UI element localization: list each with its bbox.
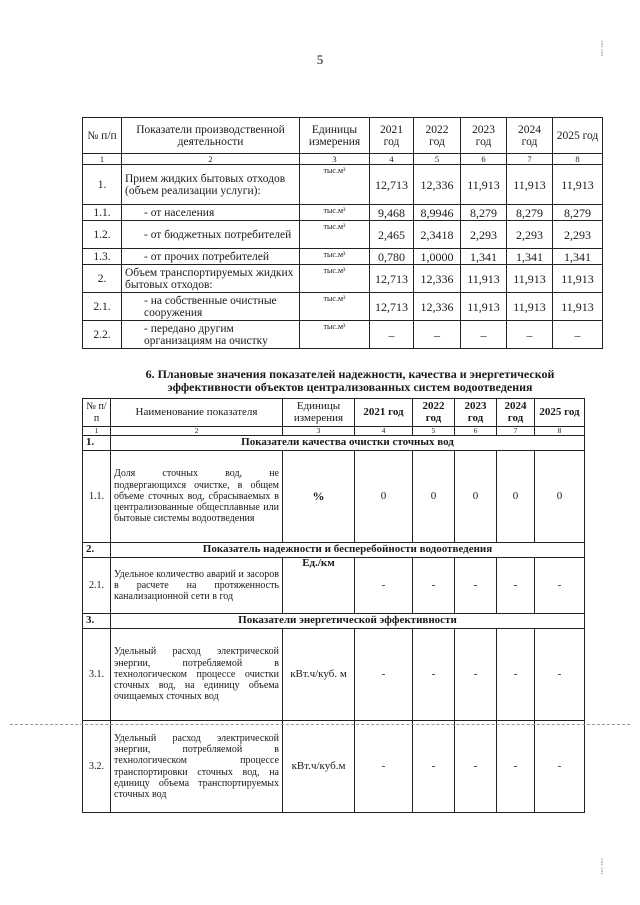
index-row — [83, 154, 603, 165]
value-cell: - — [455, 629, 497, 721]
production-indicators-table — [82, 117, 603, 349]
index-cell: 1 — [83, 154, 122, 165]
index-cell: 3 — [283, 427, 355, 436]
row-number: 2.2. — [83, 321, 122, 349]
row-number: 2.1. — [83, 558, 111, 614]
row-unit: тыс.м³ — [300, 265, 370, 293]
col-header: № п/п — [83, 118, 122, 154]
col-header: 2021 год — [355, 399, 413, 427]
table-row — [83, 451, 585, 543]
value-cell: – — [507, 321, 553, 349]
index-cell: 8 — [535, 427, 585, 436]
col-header: 2021 год — [370, 118, 414, 154]
table-row — [83, 165, 603, 205]
value-cell: 0 — [455, 451, 497, 543]
value-cell: - — [413, 629, 455, 721]
row-unit: Ед./км — [283, 558, 355, 614]
row-unit: тыс.м³ — [300, 249, 370, 265]
index-cell: 2 — [122, 154, 300, 165]
value-cell: 11,913 — [507, 165, 553, 205]
value-cell: 12,713 — [370, 265, 414, 293]
value-cell: 2,3418 — [414, 221, 461, 249]
value-cell: 11,913 — [553, 265, 603, 293]
value-cell: 1,341 — [507, 249, 553, 265]
col-header: Единицы измерения — [283, 399, 355, 427]
scan-fold-line — [10, 724, 630, 725]
section-number: 3. — [83, 614, 111, 629]
section-row — [83, 436, 585, 451]
col-header: 2022 год — [413, 399, 455, 427]
row-number: 1.2. — [83, 221, 122, 249]
row-unit: тыс.м³ — [300, 221, 370, 249]
row-name: Доля сточных вод, не подвергающихся очистке, в общем объеме сточных вод, сбрасываемых в централизованные общесплавные или бытовые системы водоотведения — [111, 451, 283, 543]
value-cell: - — [497, 629, 535, 721]
col-header: № п/п — [83, 399, 111, 427]
table-row — [83, 321, 603, 349]
row-unit: % — [283, 451, 355, 543]
value-cell: 1,341 — [461, 249, 507, 265]
value-cell: 8,279 — [553, 205, 603, 221]
col-header: 2025 год — [535, 399, 585, 427]
col-header: Единицы измерения — [300, 118, 370, 154]
value-cell: 0 — [413, 451, 455, 543]
value-cell: - — [413, 721, 455, 813]
index-cell: 8 — [553, 154, 603, 165]
value-cell: 11,913 — [507, 293, 553, 321]
value-cell: - — [355, 629, 413, 721]
row-unit: кВт.ч/куб.м — [283, 721, 355, 813]
row-unit: тыс.м³ — [300, 205, 370, 221]
value-cell: 2,293 — [461, 221, 507, 249]
table-row — [83, 293, 603, 321]
value-cell: 0,780 — [370, 249, 414, 265]
section-number: 2. — [83, 543, 111, 558]
row-number: 2.1. — [83, 293, 122, 321]
row-name: Удельный расход электрической энергии, потребляемой в технологическом процессе очистки сточных вод, на единицу объема очищаемых сточных вод — [111, 629, 283, 721]
index-cell: 6 — [455, 427, 497, 436]
value-cell: - — [355, 721, 413, 813]
row-name: Удельный расход электрической энергии, потребляемой в технологическом процессе транспортировки сточных вод, на единицу объема транспортируемых сточных вод — [111, 721, 283, 813]
value-cell: 0 — [535, 451, 585, 543]
value-cell: 11,913 — [461, 293, 507, 321]
index-cell: 4 — [355, 427, 413, 436]
value-cell: 12,336 — [414, 265, 461, 293]
index-cell: 3 — [300, 154, 370, 165]
value-cell: 11,913 — [507, 265, 553, 293]
index-row — [83, 427, 585, 436]
row-number: 1.3. — [83, 249, 122, 265]
section-number: 1. — [83, 436, 111, 451]
row-name: - передано другим организациям на очистку — [122, 321, 300, 349]
table-row — [83, 265, 603, 293]
value-cell: 2,293 — [507, 221, 553, 249]
row-name: - от прочих потребителей — [122, 249, 300, 265]
value-cell: – — [370, 321, 414, 349]
scan-edge-mark: ⁞ ⁞ — [600, 39, 604, 58]
table-row — [83, 249, 603, 265]
section-row — [83, 543, 585, 558]
table-row — [83, 558, 585, 614]
value-cell: – — [414, 321, 461, 349]
index-cell: 1 — [83, 427, 111, 436]
value-cell: 12,336 — [414, 165, 461, 205]
value-cell: - — [535, 721, 585, 813]
value-cell: 11,913 — [553, 293, 603, 321]
row-number: 1. — [83, 165, 122, 205]
col-header: 2025 год — [553, 118, 603, 154]
value-cell: 12,336 — [414, 293, 461, 321]
index-cell: 5 — [414, 154, 461, 165]
value-cell: 1,341 — [553, 249, 603, 265]
value-cell: - — [413, 558, 455, 614]
reliability-indicators-table — [82, 398, 585, 813]
value-cell: - — [355, 558, 413, 614]
row-number: 2. — [83, 265, 122, 293]
index-cell: 6 — [461, 154, 507, 165]
value-cell: 8,9946 — [414, 205, 461, 221]
value-cell: - — [535, 629, 585, 721]
index-cell: 7 — [507, 154, 553, 165]
value-cell: - — [455, 721, 497, 813]
index-cell: 2 — [111, 427, 283, 436]
row-number: 3.1. — [83, 629, 111, 721]
value-cell: 8,279 — [461, 205, 507, 221]
section-row — [83, 614, 585, 629]
index-cell: 5 — [413, 427, 455, 436]
table-row — [83, 721, 585, 813]
col-header: Наименование показателя — [111, 399, 283, 427]
value-cell: 11,913 — [553, 165, 603, 205]
value-cell: 11,913 — [461, 165, 507, 205]
value-cell: 2,293 — [553, 221, 603, 249]
row-name: - от бюджетных потребителей — [122, 221, 300, 249]
value-cell: - — [535, 558, 585, 614]
page-number: 5 — [316, 52, 324, 67]
value-cell: 8,279 — [507, 205, 553, 221]
value-cell: - — [497, 721, 535, 813]
row-name: Прием жидких бытовых отходов (объем реализации услуги): — [122, 165, 300, 205]
row-unit: тыс.м³ — [300, 321, 370, 349]
value-cell: 11,913 — [461, 265, 507, 293]
table-header-row — [83, 399, 585, 427]
col-header: 2023 год — [461, 118, 507, 154]
table-row — [83, 221, 603, 249]
row-number: 3.2. — [83, 721, 111, 813]
index-cell: 4 — [370, 154, 414, 165]
row-name: - от населения — [122, 205, 300, 221]
row-number: 1.1. — [83, 205, 122, 221]
row-name: Удельное количество аварий и засоров в расчете на протяженность канализационной сети в год — [111, 558, 283, 614]
row-unit: тыс.м³ — [300, 165, 370, 205]
value-cell: – — [553, 321, 603, 349]
row-unit: кВт.ч/куб. м — [283, 629, 355, 721]
value-cell: 0 — [497, 451, 535, 543]
table-row — [83, 205, 603, 221]
scan-edge-mark: ⁞ ⁞ — [600, 857, 604, 876]
table-header-row — [83, 118, 603, 154]
value-cell: - — [455, 558, 497, 614]
col-header: 2023 год — [455, 399, 497, 427]
value-cell: 12,713 — [370, 165, 414, 205]
row-name: - на собственные очистные сооружения — [122, 293, 300, 321]
value-cell: – — [461, 321, 507, 349]
table-row — [83, 629, 585, 721]
index-cell: 7 — [497, 427, 535, 436]
value-cell: 9,468 — [370, 205, 414, 221]
col-header: 2024 год — [497, 399, 535, 427]
value-cell: 0 — [355, 451, 413, 543]
value-cell: - — [497, 558, 535, 614]
row-name: Объем транспортируемых жидких бытовых отходов: — [122, 265, 300, 293]
section-heading: Показатели энергетической эффективности — [111, 614, 585, 629]
section-heading: Показатели качества очистки сточных вод — [111, 436, 585, 451]
section-title: 6. Плановые значения показателей надежности, качества и энергетической эффективности объектов централизованных систем водоотведения — [145, 367, 555, 394]
value-cell: 12,713 — [370, 293, 414, 321]
value-cell: 1,0000 — [414, 249, 461, 265]
col-header: 2024 год — [507, 118, 553, 154]
section-heading: Показатель надежности и бесперебойности водоотведения — [111, 543, 585, 558]
col-header: 2022 год — [414, 118, 461, 154]
value-cell: 2,465 — [370, 221, 414, 249]
row-unit: тыс.м³ — [300, 293, 370, 321]
row-number: 1.1. — [83, 451, 111, 543]
col-header: Показатели производственной деятельности — [122, 118, 300, 154]
